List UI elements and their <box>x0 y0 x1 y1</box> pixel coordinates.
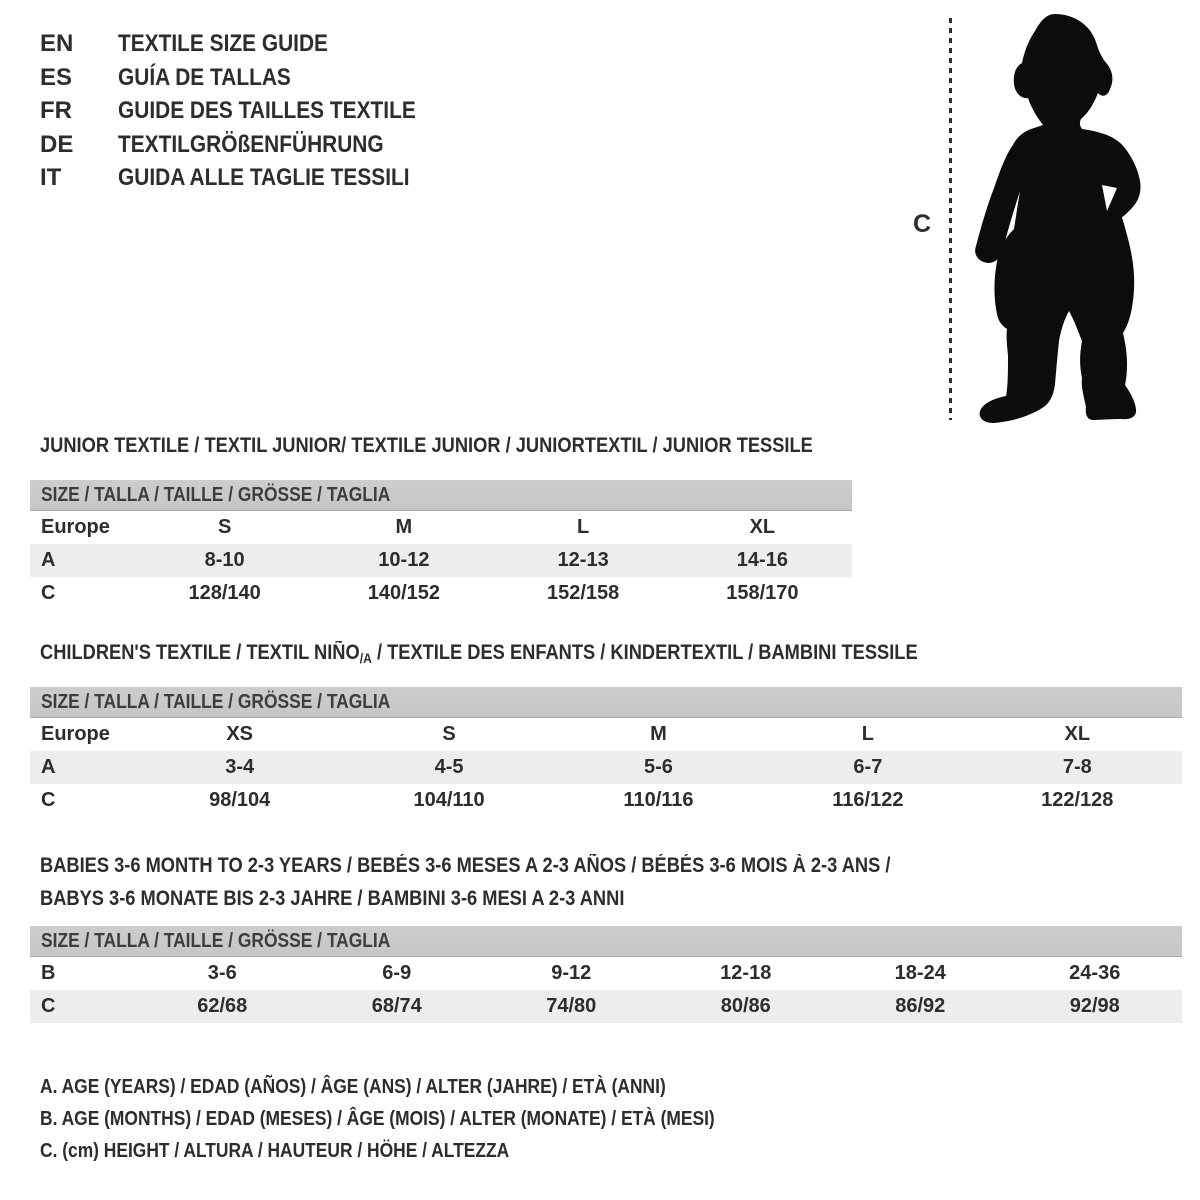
size-cell: S <box>442 723 456 745</box>
table-row-months <box>30 957 1182 990</box>
size-header-bar <box>30 480 852 511</box>
legend-text-c: C. (cm) HEIGHT / ALTURA / HAUTEUR / HÖHE / ALTEZZA <box>40 1140 510 1162</box>
age-cell: 5-6 <box>644 756 673 778</box>
language-row-fr <box>40 94 460 128</box>
language-code: FR <box>40 97 72 124</box>
guide-title-en: TEXTILE SIZE GUIDE <box>118 30 328 57</box>
age-cell: 10-12 <box>378 549 430 571</box>
table-row-europe <box>30 718 1182 751</box>
legend-line-c <box>40 1135 816 1167</box>
height-cell: 104/110 <box>413 789 485 811</box>
legend-text-b: B. AGE (MONTHS) / EDAD (MESES) / ÂGE (MOIS) / ALTER (MONATE) / ETÀ (MESI) <box>40 1108 715 1130</box>
height-cell: 140/152 <box>367 582 441 604</box>
row-label: C <box>41 582 56 604</box>
months-cell: 12-18 <box>720 962 772 984</box>
junior-size-table <box>30 480 852 610</box>
table-row-height <box>30 990 1182 1023</box>
age-cell: 7-8 <box>1062 756 1092 778</box>
height-cell: 152/158 <box>546 582 620 604</box>
language-code: DE <box>40 130 74 158</box>
height-cell: 74/80 <box>546 995 597 1017</box>
months-cell: 18-24 <box>894 962 946 984</box>
height-dashed-line <box>949 18 952 420</box>
children-table <box>30 718 1182 817</box>
size-header-label: SIZE / TALLA / TAILLE / GRÖSSE / TAGLIA <box>41 930 391 952</box>
guide-title-fr: GUIDE DES TAILLES TEXTILE <box>118 97 416 124</box>
height-cell: 62/68 <box>197 995 248 1017</box>
table-row-age <box>30 751 1182 784</box>
junior-table <box>30 511 852 610</box>
guide-title-it: GUIDA ALLE TAGLIE TESSILI <box>118 164 410 191</box>
size-header-label: SIZE / TALLA / TAILLE / GRÖSSE / TAGLIA <box>41 691 391 713</box>
language-row-it <box>40 161 460 195</box>
legend-text-a: A. AGE (YEARS) / EDAD (AÑOS) / ÂGE (ANS) / ALTER (JAHRE) / ETÀ (ANNI) <box>40 1076 666 1098</box>
height-cell: 98/104 <box>209 789 271 811</box>
row-label: A <box>41 549 56 571</box>
size-cell: XS <box>226 723 254 745</box>
size-cell: M <box>395 516 413 538</box>
children-size-table <box>30 687 1182 817</box>
language-row-de <box>40 128 460 162</box>
row-label: C <box>41 995 56 1017</box>
language-title-list <box>40 27 460 195</box>
table-row-europe <box>30 511 852 544</box>
row-label: C <box>41 789 56 811</box>
legend-line-b <box>40 1103 816 1135</box>
months-cell: 3-6 <box>207 962 237 984</box>
size-cell: L <box>861 723 874 745</box>
row-label: B <box>41 962 56 984</box>
height-cell: 116/122 <box>832 789 904 811</box>
months-cell: 6-9 <box>382 962 412 984</box>
size-cell: M <box>650 723 667 745</box>
language-code: IT <box>40 164 62 191</box>
age-cell: 4-5 <box>434 756 464 778</box>
height-measure-figure <box>905 6 1175 430</box>
age-cell: 8-10 <box>204 549 245 571</box>
table-row-height <box>30 577 852 610</box>
height-cell: 110/116 <box>623 789 694 811</box>
height-cell: 128/140 <box>188 582 261 604</box>
height-measure-label: C <box>913 210 932 238</box>
measure-legend <box>40 1071 816 1167</box>
guide-title-es: GUÍA DE TALLAS <box>118 63 291 91</box>
age-cell: 12-13 <box>557 549 609 571</box>
language-code: ES <box>40 63 73 91</box>
age-cell: 3-4 <box>225 756 255 778</box>
size-header-label: SIZE / TALLA / TAILLE / GRÖSSE / TAGLIA <box>41 484 391 506</box>
height-cell: 122/128 <box>1041 789 1114 811</box>
language-row-es <box>40 61 460 95</box>
babies-title-line1: BABIES 3-6 MONTH TO 2-3 YEARS / BEBÉS 3-6 MESES A 2-3 AÑOS / BÉBÉS 3-6 MOIS À 2-3 ANS / <box>40 854 891 877</box>
table-row-age <box>30 544 852 577</box>
guide-title-de: TEXTILGRÖßENFÜHRUNG <box>118 130 384 158</box>
junior-section-title: JUNIOR TEXTILE / TEXTIL JUNIOR/ TEXTILE JUNIOR / JUNIORTEXTIL / JUNIOR TESSILE <box>40 434 813 457</box>
children-title-sub: /A <box>359 650 372 666</box>
row-label: Europe <box>41 723 110 745</box>
babies-title-line2: BABYS 3-6 MONATE BIS 2-3 JAHRE / BAMBINI 3-6 MESI A 2-3 ANNI <box>40 887 625 910</box>
babies-table <box>30 957 1182 1023</box>
height-cell: 80/86 <box>720 995 771 1017</box>
row-label: A <box>41 756 56 778</box>
size-cell: XL <box>1064 723 1091 745</box>
language-code: EN <box>40 30 74 57</box>
months-cell: 24-36 <box>1069 962 1121 984</box>
babies-size-table <box>30 926 1182 1023</box>
children-title-part1: CHILDREN'S TEXTILE / TEXTIL NIÑO <box>40 641 360 664</box>
height-cell: 158/170 <box>726 582 799 604</box>
age-cell: 14-16 <box>736 549 788 571</box>
months-cell: 9-12 <box>551 962 592 984</box>
row-label: Europe <box>41 516 110 538</box>
height-cell: 86/92 <box>895 995 946 1017</box>
language-row-en <box>40 27 460 61</box>
toddler-silhouette-icon <box>957 8 1159 428</box>
age-cell: 6-7 <box>853 756 883 778</box>
size-header-bar <box>30 687 1182 718</box>
height-cell: 92/98 <box>1069 995 1120 1017</box>
legend-line-a <box>40 1071 816 1103</box>
size-cell: XL <box>749 516 776 538</box>
size-cell: L <box>577 516 590 538</box>
height-cell: 68/74 <box>371 995 422 1017</box>
table-row-height <box>30 784 1182 817</box>
babies-section-title <box>40 849 1018 915</box>
size-cell: S <box>217 516 232 538</box>
children-section-title <box>40 641 918 670</box>
size-header-bar <box>30 926 1182 957</box>
children-title-part2: / TEXTILE DES ENFANTS / KINDERTEXTIL / BAMBINI TESSILE <box>371 641 918 664</box>
